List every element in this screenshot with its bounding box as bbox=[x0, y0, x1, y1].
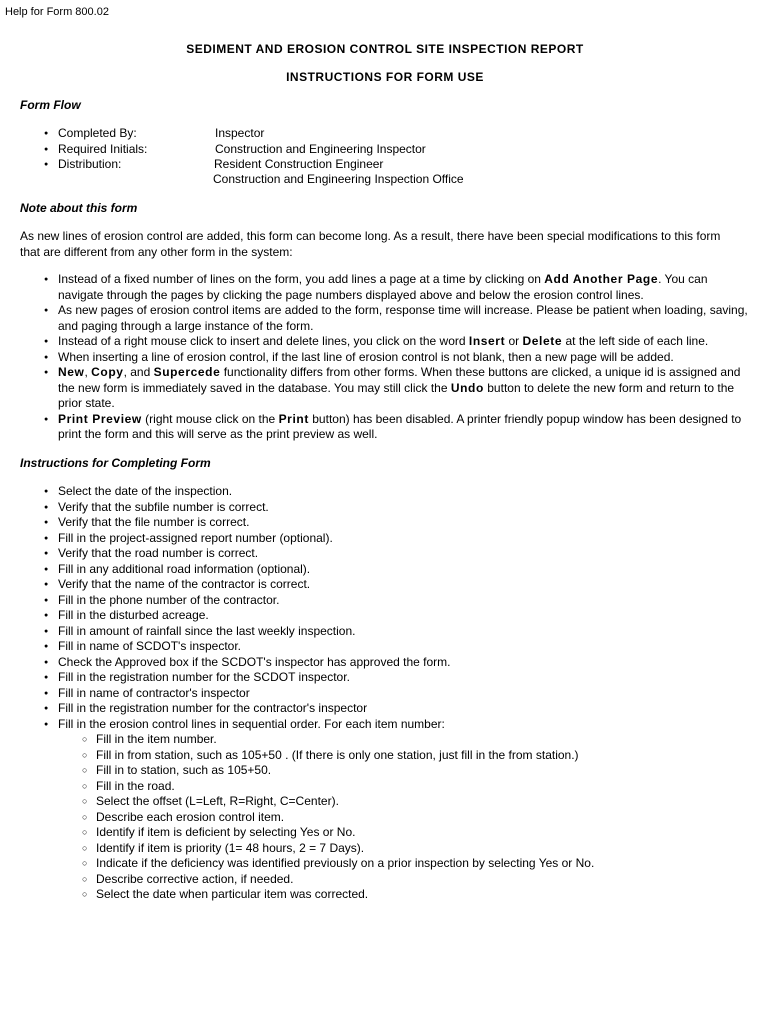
note-heading: Note about this form bbox=[20, 201, 138, 215]
list-item bbox=[58, 272, 754, 303]
list-item: ● Fill in the registration number for the SCDOT inspector. bbox=[58, 670, 754, 686]
form-flow-value: Resident Construction Engineer bbox=[214, 157, 384, 171]
sub-list-item: ○ Select the date when particular item was corrected. bbox=[96, 887, 754, 903]
form-flow-row bbox=[58, 126, 658, 142]
list-item: ● Verify that the name of the contractor is correct. bbox=[58, 577, 754, 593]
form-flow-row bbox=[58, 142, 658, 158]
list-item: ● As new pages of erosion control items are added to the form, response time will increase. Please be patient when loading, saving, and paging through a large instance of the form. bbox=[58, 303, 754, 334]
list-item: ● Verify that the subfile number is correct. bbox=[58, 500, 754, 516]
sub-list-item: ○ Identify if item is deficient by selecting Yes or No. bbox=[96, 825, 754, 841]
note-keyword: Copy bbox=[91, 365, 124, 379]
erosion-steps-list bbox=[96, 732, 754, 903]
list-item bbox=[58, 717, 754, 903]
list-item: ● Fill in amount of rainfall since the last weekly inspection. bbox=[58, 624, 754, 640]
sub-list-item: ○ Fill in to station, such as 105+50. bbox=[96, 763, 754, 779]
note-text: . You can navigate through the pages by clicking the page numbers displayed above and below the erosion control lines. bbox=[58, 272, 708, 302]
form-flow-label: ● Distribution: bbox=[58, 157, 122, 171]
note-keyword: Print Preview bbox=[58, 411, 142, 426]
list-item: ● Fill in the registration number for the contractor's inspector bbox=[58, 701, 754, 717]
note-text: , bbox=[84, 365, 92, 379]
note-keyword: New bbox=[58, 365, 85, 379]
form-flow-heading: Form Flow bbox=[20, 98, 81, 112]
form-flow-value: Inspector bbox=[215, 126, 265, 140]
list-item: ● Check the Approved box if the SCDOT's inspector has approved the form. bbox=[58, 655, 754, 671]
note-keyword: Undo bbox=[450, 380, 484, 395]
note-keyword: Print bbox=[278, 411, 309, 426]
instructions-heading: Instructions for Completing Form bbox=[20, 456, 211, 470]
list-item: ● Fill in the project-assigned report number (optional). bbox=[58, 531, 754, 547]
page-subtitle: INSTRUCTIONS FOR FORM USE bbox=[286, 70, 484, 84]
note-text: (right mouse click on the bbox=[141, 411, 279, 426]
list-item: ● Fill in name of SCDOT's inspector. bbox=[58, 639, 754, 655]
list-item bbox=[58, 365, 754, 412]
form-flow-value: Construction and Engineering Inspector bbox=[215, 141, 426, 156]
list-item: ● Fill in name of contractor's inspector bbox=[58, 686, 754, 702]
sub-list-item: ○ Fill in the road. bbox=[96, 779, 754, 795]
form-flow-value-extra: Construction and Engineering Inspection Office bbox=[213, 172, 464, 186]
page-title: SEDIMENT AND EROSION CONTROL SITE INSPECTION REPORT bbox=[186, 42, 584, 56]
note-text: functionality differs from other forms. When these buttons are clicked, a unique id is assigned and the new form is immediately saved in the database. You may still click the bbox=[58, 365, 741, 395]
note-text: button) has been disabled. A printer friendly popup window has been designed to print the form and this will serve as the print preview as well. bbox=[58, 411, 742, 441]
list-item: ● Verify that the road number is correct. bbox=[58, 546, 754, 562]
note-keyword: Supercede bbox=[153, 365, 221, 379]
note-text: at the left side of each line. bbox=[562, 334, 709, 348]
sub-list-item: ○ Fill in from station, such as 105+50 . (If there is only one station, just fill in the from station.) bbox=[96, 748, 754, 764]
note-keyword: Delete bbox=[522, 334, 563, 348]
list-item: ● Fill in any additional road information (optional). bbox=[58, 562, 754, 578]
sub-list-item: ○ Select the offset (L=Left, R=Right, C=Center). bbox=[96, 794, 754, 810]
list-item: ● Verify that the file number is correct. bbox=[58, 515, 754, 531]
list-item-text: Fill in the erosion control lines in sequential order. For each item number: bbox=[58, 716, 445, 731]
form-flow-label: ● Completed By: bbox=[58, 126, 137, 140]
sub-list-item: ○ Describe corrective action, if needed. bbox=[96, 872, 754, 888]
list-item: ● Fill in the phone number of the contractor. bbox=[58, 593, 754, 609]
note-intro: As new lines of erosion control are added, this form can become long. As a result, there have been special modifications to this form that are different from any other form in the system: bbox=[20, 229, 721, 259]
sub-list-item: ○ Fill in the item number. bbox=[96, 732, 754, 748]
list-item bbox=[58, 334, 754, 350]
note-text: , and bbox=[123, 365, 154, 379]
list-item: ● Fill in the disturbed acreage. bbox=[58, 608, 754, 624]
list-item bbox=[58, 412, 754, 443]
list-item: ● Select the date of the inspection. bbox=[58, 484, 754, 500]
header-note: Help for Form 800.02 bbox=[5, 6, 109, 18]
note-text: Instead of a right mouse click to insert and delete lines, you click on the word bbox=[58, 334, 469, 348]
note-keyword: Insert bbox=[468, 334, 506, 348]
note-list bbox=[58, 272, 754, 443]
note-text: or bbox=[505, 334, 523, 348]
note-keyword: Add Another Page bbox=[544, 272, 659, 286]
note-text: Instead of a fixed number of lines on the form, you add lines a page at a time by clicking on bbox=[58, 272, 545, 286]
form-flow-row bbox=[58, 157, 658, 173]
sub-list-item: ○ Describe each erosion control item. bbox=[96, 810, 754, 826]
list-item: ● When inserting a line of erosion control, if the last line of erosion control is not blank, then a new page will be added. bbox=[58, 350, 754, 366]
form-flow-label: ● Required Initials: bbox=[58, 141, 148, 156]
instructions-list bbox=[58, 484, 754, 903]
form-flow-list bbox=[58, 126, 658, 173]
note-text: button to delete the new form and return to the prior state. bbox=[58, 380, 735, 410]
sub-list-item: ○ Indicate if the deficiency was identified previously on a prior inspection by selecting Yes or No. bbox=[96, 856, 754, 872]
sub-list-item: ○ Identify if item is priority (1= 48 hours, 2 = 7 Days). bbox=[96, 841, 754, 857]
